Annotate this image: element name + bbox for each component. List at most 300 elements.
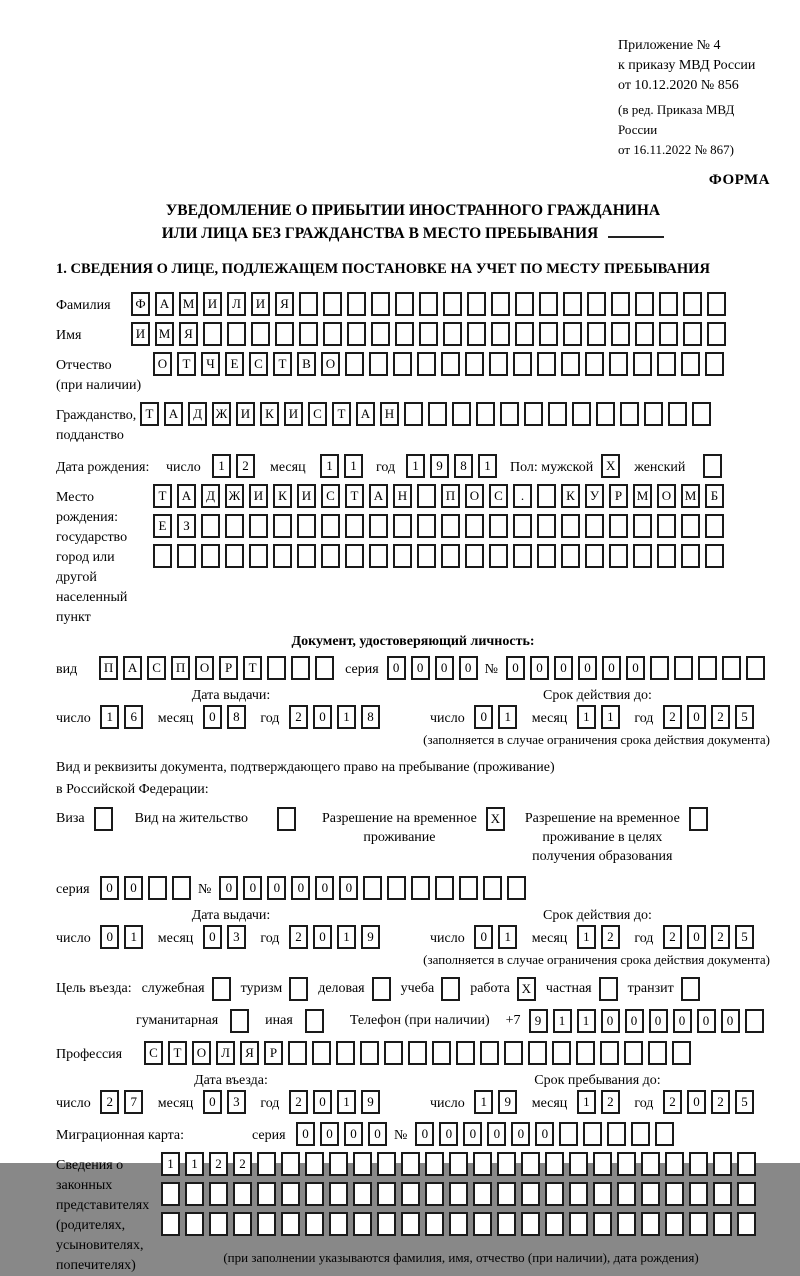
char-cell[interactable]: А — [123, 656, 142, 680]
char-cell[interactable]: О — [192, 1041, 211, 1065]
char-cell[interactable]: 0 — [474, 705, 493, 729]
char-cell[interactable] — [288, 1041, 307, 1065]
char-cell[interactable] — [659, 292, 678, 316]
char-cell[interactable] — [323, 292, 342, 316]
char-cell[interactable]: Т — [332, 402, 351, 426]
char-cell[interactable]: Р — [609, 484, 628, 508]
char-cell[interactable] — [596, 402, 615, 426]
char-cell[interactable] — [369, 514, 388, 538]
char-cell[interactable]: 1 — [577, 1090, 596, 1114]
char-cell[interactable] — [737, 1182, 756, 1206]
char-cell[interactable] — [353, 1152, 372, 1176]
char-cell[interactable] — [273, 544, 292, 568]
char-cell[interactable] — [404, 402, 423, 426]
stay-day-cells[interactable] — [474, 1090, 522, 1114]
char-cell[interactable] — [473, 1152, 492, 1176]
char-cell[interactable] — [563, 322, 582, 346]
char-cell[interactable]: И — [249, 484, 268, 508]
char-cell[interactable] — [443, 292, 462, 316]
char-cell[interactable]: А — [177, 484, 196, 508]
char-cell[interactable]: 0 — [415, 1122, 434, 1146]
char-cell[interactable]: 0 — [673, 1009, 692, 1033]
phone-cells[interactable] — [529, 1009, 769, 1033]
char-cell[interactable]: Д — [201, 484, 220, 508]
char-cell[interactable]: 0 — [219, 876, 238, 900]
char-cell[interactable] — [635, 322, 654, 346]
char-cell[interactable]: 0 — [463, 1122, 482, 1146]
char-cell[interactable] — [473, 1212, 492, 1236]
char-cell[interactable] — [432, 1041, 451, 1065]
char-cell[interactable] — [395, 322, 414, 346]
char-cell[interactable] — [305, 1152, 324, 1176]
char-cell[interactable]: 1 — [406, 454, 425, 478]
char-cell[interactable] — [185, 1182, 204, 1206]
char-cell[interactable]: 0 — [506, 656, 525, 680]
char-cell[interactable] — [617, 1152, 636, 1176]
char-cell[interactable] — [465, 544, 484, 568]
stay-month-cells[interactable] — [577, 1090, 625, 1114]
char-cell[interactable] — [476, 402, 495, 426]
char-cell[interactable] — [561, 544, 580, 568]
residence-issue-month-cells[interactable] — [203, 925, 251, 949]
legal-reps-row1-cells[interactable] — [161, 1152, 761, 1176]
char-cell[interactable]: 1 — [577, 1009, 596, 1033]
char-cell[interactable] — [572, 402, 591, 426]
char-cell[interactable] — [600, 1041, 619, 1065]
char-cell[interactable]: 2 — [100, 1090, 119, 1114]
purpose-humanitarian-checkbox[interactable] — [230, 1009, 249, 1033]
temp-residence-edu-checkbox[interactable] — [689, 807, 708, 831]
char-cell[interactable] — [705, 514, 724, 538]
char-cell[interactable] — [569, 1182, 588, 1206]
char-cell[interactable] — [633, 514, 652, 538]
gender-male-checkbox[interactable]: X — [601, 454, 620, 478]
char-cell[interactable]: И — [284, 402, 303, 426]
char-cell[interactable] — [672, 1041, 691, 1065]
char-cell[interactable] — [401, 1212, 420, 1236]
char-cell[interactable] — [281, 1212, 300, 1236]
char-cell[interactable] — [456, 1041, 475, 1065]
char-cell[interactable] — [384, 1041, 403, 1065]
temp-residence-checkbox[interactable]: X — [486, 807, 505, 831]
char-cell[interactable] — [521, 1212, 540, 1236]
migration-number-cells[interactable] — [415, 1122, 679, 1146]
char-cell[interactable] — [281, 1152, 300, 1176]
char-cell[interactable] — [659, 322, 678, 346]
char-cell[interactable] — [225, 514, 244, 538]
char-cell[interactable] — [713, 1152, 732, 1176]
char-cell[interactable]: 0 — [721, 1009, 740, 1033]
char-cell[interactable] — [545, 1152, 564, 1176]
char-cell[interactable] — [417, 352, 436, 376]
char-cell[interactable]: С — [147, 656, 166, 680]
char-cell[interactable] — [539, 322, 558, 346]
char-cell[interactable]: Я — [179, 322, 198, 346]
purpose-study-checkbox[interactable] — [441, 977, 460, 1001]
char-cell[interactable]: Е — [225, 352, 244, 376]
char-cell[interactable]: 0 — [649, 1009, 668, 1033]
issue-year-cells[interactable] — [289, 705, 385, 729]
char-cell[interactable]: О — [321, 352, 340, 376]
char-cell[interactable] — [497, 1152, 516, 1176]
char-cell[interactable]: 3 — [227, 1090, 246, 1114]
valid-month-cells[interactable] — [577, 705, 625, 729]
char-cell[interactable] — [459, 876, 478, 900]
char-cell[interactable] — [299, 322, 318, 346]
char-cell[interactable]: Р — [264, 1041, 283, 1065]
char-cell[interactable] — [449, 1152, 468, 1176]
char-cell[interactable] — [345, 352, 364, 376]
char-cell[interactable]: Е — [153, 514, 172, 538]
char-cell[interactable]: Т — [168, 1041, 187, 1065]
char-cell[interactable] — [393, 352, 412, 376]
char-cell[interactable]: Т — [140, 402, 159, 426]
char-cell[interactable] — [692, 402, 711, 426]
char-cell[interactable] — [393, 514, 412, 538]
purpose-work-checkbox[interactable]: X — [517, 977, 536, 1001]
char-cell[interactable] — [537, 352, 556, 376]
doc-number-cells[interactable] — [506, 656, 770, 680]
char-cell[interactable]: 0 — [313, 705, 332, 729]
char-cell[interactable]: 0 — [474, 925, 493, 949]
char-cell[interactable]: Я — [240, 1041, 259, 1065]
char-cell[interactable]: А — [356, 402, 375, 426]
char-cell[interactable] — [683, 292, 702, 316]
char-cell[interactable] — [593, 1152, 612, 1176]
char-cell[interactable]: 9 — [529, 1009, 548, 1033]
entry-month-cells[interactable] — [203, 1090, 251, 1114]
char-cell[interactable]: С — [144, 1041, 163, 1065]
residence-valid-year-cells[interactable] — [663, 925, 759, 949]
char-cell[interactable] — [587, 322, 606, 346]
char-cell[interactable] — [273, 514, 292, 538]
surname-cells[interactable] — [131, 292, 731, 316]
birth-day-cells[interactable] — [212, 454, 260, 478]
char-cell[interactable] — [387, 876, 406, 900]
char-cell[interactable] — [401, 1152, 420, 1176]
char-cell[interactable]: 2 — [289, 705, 308, 729]
birth-year-cells[interactable] — [406, 454, 502, 478]
char-cell[interactable]: С — [249, 352, 268, 376]
char-cell[interactable] — [655, 1122, 674, 1146]
char-cell[interactable] — [624, 1041, 643, 1065]
char-cell[interactable] — [428, 402, 447, 426]
char-cell[interactable]: С — [489, 484, 508, 508]
char-cell[interactable]: 0 — [339, 876, 358, 900]
char-cell[interactable] — [441, 544, 460, 568]
char-cell[interactable] — [585, 544, 604, 568]
char-cell[interactable]: 1 — [337, 925, 356, 949]
char-cell[interactable] — [507, 876, 526, 900]
char-cell[interactable] — [227, 322, 246, 346]
char-cell[interactable]: Ч — [201, 352, 220, 376]
residence-valid-day-cells[interactable] — [474, 925, 522, 949]
char-cell[interactable]: 0 — [315, 876, 334, 900]
char-cell[interactable] — [369, 544, 388, 568]
char-cell[interactable] — [353, 1212, 372, 1236]
char-cell[interactable]: И — [203, 292, 222, 316]
char-cell[interactable] — [713, 1182, 732, 1206]
char-cell[interactable] — [683, 322, 702, 346]
char-cell[interactable]: 2 — [663, 1090, 682, 1114]
char-cell[interactable] — [657, 514, 676, 538]
residence-valid-month-cells[interactable] — [577, 925, 625, 949]
char-cell[interactable]: 0 — [313, 925, 332, 949]
char-cell[interactable] — [607, 1122, 626, 1146]
char-cell[interactable] — [305, 1182, 324, 1206]
char-cell[interactable] — [257, 1152, 276, 1176]
char-cell[interactable]: З — [177, 514, 196, 538]
char-cell[interactable] — [521, 1182, 540, 1206]
char-cell[interactable]: 0 — [578, 656, 597, 680]
char-cell[interactable]: Т — [273, 352, 292, 376]
stay-year-cells[interactable] — [663, 1090, 759, 1114]
char-cell[interactable]: 0 — [124, 876, 143, 900]
char-cell[interactable]: 3 — [227, 925, 246, 949]
char-cell[interactable] — [561, 352, 580, 376]
char-cell[interactable]: 2 — [663, 925, 682, 949]
profession-cells[interactable] — [144, 1041, 696, 1065]
char-cell[interactable] — [587, 292, 606, 316]
char-cell[interactable]: 0 — [459, 656, 478, 680]
valid-day-cells[interactable] — [474, 705, 522, 729]
char-cell[interactable] — [201, 544, 220, 568]
char-cell[interactable]: 0 — [387, 656, 406, 680]
char-cell[interactable]: С — [321, 484, 340, 508]
char-cell[interactable]: М — [681, 484, 700, 508]
char-cell[interactable] — [321, 544, 340, 568]
char-cell[interactable] — [497, 1212, 516, 1236]
char-cell[interactable] — [467, 292, 486, 316]
char-cell[interactable] — [417, 544, 436, 568]
char-cell[interactable] — [545, 1212, 564, 1236]
purpose-tourism-checkbox[interactable] — [289, 977, 308, 1001]
char-cell[interactable] — [347, 292, 366, 316]
char-cell[interactable] — [177, 544, 196, 568]
char-cell[interactable] — [417, 484, 436, 508]
char-cell[interactable]: 1 — [344, 454, 363, 478]
char-cell[interactable] — [465, 352, 484, 376]
char-cell[interactable]: 1 — [161, 1152, 180, 1176]
char-cell[interactable]: 1 — [212, 454, 231, 478]
char-cell[interactable] — [650, 656, 669, 680]
char-cell[interactable] — [491, 292, 510, 316]
char-cell[interactable] — [353, 1182, 372, 1206]
char-cell[interactable] — [408, 1041, 427, 1065]
char-cell[interactable]: 0 — [100, 925, 119, 949]
char-cell[interactable] — [665, 1182, 684, 1206]
char-cell[interactable]: 0 — [487, 1122, 506, 1146]
char-cell[interactable]: Т — [177, 352, 196, 376]
char-cell[interactable]: О — [465, 484, 484, 508]
char-cell[interactable]: А — [155, 292, 174, 316]
char-cell[interactable]: Л — [227, 292, 246, 316]
char-cell[interactable]: И — [251, 292, 270, 316]
char-cell[interactable] — [489, 514, 508, 538]
char-cell[interactable] — [537, 544, 556, 568]
entry-day-cells[interactable] — [100, 1090, 148, 1114]
char-cell[interactable] — [611, 292, 630, 316]
char-cell[interactable]: 8 — [227, 705, 246, 729]
char-cell[interactable] — [515, 292, 534, 316]
char-cell[interactable] — [504, 1041, 523, 1065]
char-cell[interactable] — [489, 544, 508, 568]
char-cell[interactable]: 2 — [289, 1090, 308, 1114]
char-cell[interactable] — [449, 1182, 468, 1206]
char-cell[interactable] — [524, 402, 543, 426]
char-cell[interactable] — [425, 1212, 444, 1236]
char-cell[interactable] — [371, 292, 390, 316]
char-cell[interactable] — [267, 656, 286, 680]
char-cell[interactable]: 0 — [687, 925, 706, 949]
char-cell[interactable] — [620, 402, 639, 426]
char-cell[interactable] — [576, 1041, 595, 1065]
char-cell[interactable] — [746, 656, 765, 680]
char-cell[interactable] — [705, 544, 724, 568]
char-cell[interactable]: 0 — [625, 1009, 644, 1033]
char-cell[interactable] — [172, 876, 191, 900]
char-cell[interactable]: 0 — [626, 656, 645, 680]
char-cell[interactable]: П — [99, 656, 118, 680]
char-cell[interactable] — [641, 1152, 660, 1176]
char-cell[interactable]: К — [260, 402, 279, 426]
char-cell[interactable]: 0 — [435, 656, 454, 680]
char-cell[interactable] — [393, 544, 412, 568]
char-cell[interactable] — [745, 1009, 764, 1033]
char-cell[interactable] — [345, 544, 364, 568]
char-cell[interactable] — [698, 656, 717, 680]
char-cell[interactable] — [583, 1122, 602, 1146]
char-cell[interactable] — [635, 292, 654, 316]
char-cell[interactable] — [548, 402, 567, 426]
char-cell[interactable]: 1 — [577, 705, 596, 729]
purpose-transit-checkbox[interactable] — [681, 977, 700, 1001]
char-cell[interactable] — [665, 1152, 684, 1176]
char-cell[interactable]: 7 — [124, 1090, 143, 1114]
char-cell[interactable]: А — [369, 484, 388, 508]
char-cell[interactable]: 0 — [267, 876, 286, 900]
char-cell[interactable]: Т — [345, 484, 364, 508]
char-cell[interactable]: 0 — [687, 705, 706, 729]
char-cell[interactable]: 2 — [209, 1152, 228, 1176]
char-cell[interactable]: 8 — [454, 454, 473, 478]
char-cell[interactable]: 2 — [233, 1152, 252, 1176]
char-cell[interactable] — [681, 514, 700, 538]
char-cell[interactable]: 1 — [124, 925, 143, 949]
residence-series-cells[interactable] — [100, 876, 196, 900]
char-cell[interactable]: 0 — [530, 656, 549, 680]
char-cell[interactable] — [483, 876, 502, 900]
char-cell[interactable] — [185, 1212, 204, 1236]
char-cell[interactable]: Д — [188, 402, 207, 426]
purpose-private-checkbox[interactable] — [599, 977, 618, 1001]
char-cell[interactable] — [257, 1182, 276, 1206]
char-cell[interactable]: В — [297, 352, 316, 376]
char-cell[interactable]: Н — [393, 484, 412, 508]
doc-series-cells[interactable] — [387, 656, 483, 680]
char-cell[interactable]: 0 — [535, 1122, 554, 1146]
residence-permit-checkbox[interactable] — [277, 807, 296, 831]
char-cell[interactable] — [441, 514, 460, 538]
char-cell[interactable] — [419, 322, 438, 346]
char-cell[interactable]: 1 — [553, 1009, 572, 1033]
char-cell[interactable]: 0 — [296, 1122, 315, 1146]
char-cell[interactable] — [323, 322, 342, 346]
char-cell[interactable]: 1 — [474, 1090, 493, 1114]
char-cell[interactable] — [297, 544, 316, 568]
char-cell[interactable] — [545, 1182, 564, 1206]
char-cell[interactable]: 1 — [320, 454, 339, 478]
char-cell[interactable] — [528, 1041, 547, 1065]
char-cell[interactable]: 0 — [320, 1122, 339, 1146]
char-cell[interactable] — [521, 1152, 540, 1176]
char-cell[interactable]: 8 — [361, 705, 380, 729]
char-cell[interactable]: 2 — [663, 705, 682, 729]
char-cell[interactable] — [329, 1212, 348, 1236]
char-cell[interactable] — [225, 544, 244, 568]
char-cell[interactable]: Н — [380, 402, 399, 426]
char-cell[interactable] — [737, 1212, 756, 1236]
char-cell[interactable] — [707, 322, 726, 346]
char-cell[interactable] — [329, 1152, 348, 1176]
char-cell[interactable]: 0 — [511, 1122, 530, 1146]
char-cell[interactable]: А — [164, 402, 183, 426]
char-cell[interactable]: 2 — [711, 705, 730, 729]
char-cell[interactable]: 9 — [430, 454, 449, 478]
char-cell[interactable] — [665, 1212, 684, 1236]
doc-type-cells[interactable] — [99, 656, 339, 680]
char-cell[interactable] — [617, 1212, 636, 1236]
char-cell[interactable]: Б — [705, 484, 724, 508]
purpose-business-checkbox[interactable] — [372, 977, 391, 1001]
char-cell[interactable] — [593, 1182, 612, 1206]
char-cell[interactable]: 0 — [602, 656, 621, 680]
char-cell[interactable] — [275, 322, 294, 346]
char-cell[interactable] — [515, 322, 534, 346]
char-cell[interactable] — [674, 656, 693, 680]
char-cell[interactable] — [617, 1182, 636, 1206]
char-cell[interactable] — [633, 352, 652, 376]
char-cell[interactable] — [209, 1212, 228, 1236]
char-cell[interactable] — [648, 1041, 667, 1065]
char-cell[interactable] — [537, 514, 556, 538]
char-cell[interactable]: 9 — [498, 1090, 517, 1114]
char-cell[interactable]: 0 — [554, 656, 573, 680]
residence-issue-day-cells[interactable] — [100, 925, 148, 949]
char-cell[interactable] — [233, 1182, 252, 1206]
char-cell[interactable] — [467, 322, 486, 346]
char-cell[interactable]: 6 — [124, 705, 143, 729]
char-cell[interactable] — [585, 514, 604, 538]
char-cell[interactable] — [201, 514, 220, 538]
char-cell[interactable]: 5 — [735, 705, 754, 729]
gender-female-checkbox[interactable] — [703, 454, 722, 478]
char-cell[interactable] — [513, 352, 532, 376]
char-cell[interactable] — [609, 514, 628, 538]
char-cell[interactable] — [249, 514, 268, 538]
char-cell[interactable] — [395, 292, 414, 316]
char-cell[interactable]: 0 — [203, 1090, 222, 1114]
char-cell[interactable] — [668, 402, 687, 426]
char-cell[interactable]: 2 — [601, 925, 620, 949]
char-cell[interactable]: 0 — [313, 1090, 332, 1114]
char-cell[interactable] — [315, 656, 334, 680]
char-cell[interactable]: 0 — [601, 1009, 620, 1033]
char-cell[interactable]: 2 — [711, 1090, 730, 1114]
char-cell[interactable] — [689, 1152, 708, 1176]
char-cell[interactable] — [299, 292, 318, 316]
residence-number-cells[interactable] — [219, 876, 531, 900]
